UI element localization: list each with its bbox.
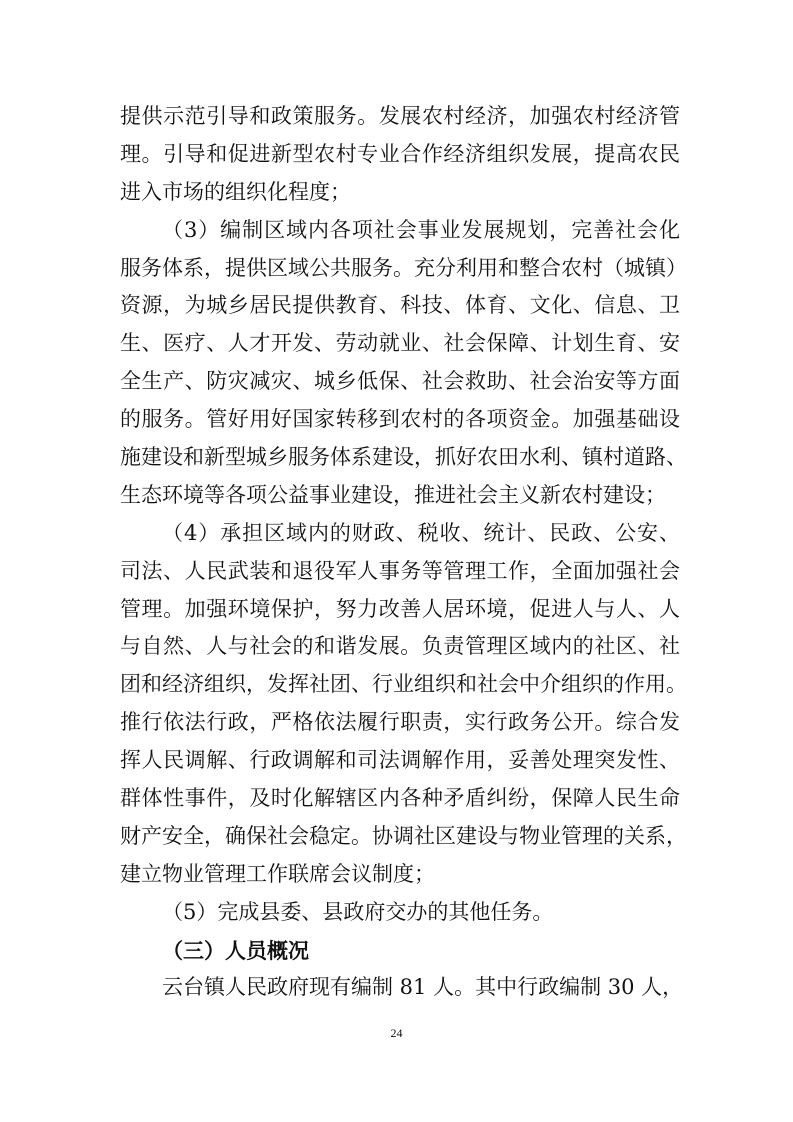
text-line: 理。引导和促进新型农村专业合作经济组织发展，提高农民 [120,141,680,166]
paragraph-item-3 [120,212,687,515]
text-line: （3）编制区域内各项社会事业发展规划，完善社会化 [162,217,680,242]
text-line: 生、医疗、人才开发、劳动就业、社会保障、计划生育、安 [120,331,680,356]
text-line: 司法、人民武装和退役军人事务等管理工作，全面加强社会 [120,558,680,583]
page-number: 24 [390,1026,403,1040]
text-line: 生态环境等各项公益事业建设，推进社会主义新农村建设； [120,482,666,507]
text-line: 管理。加强环境保护，努力改善人居环境，促进人与人、人 [120,596,680,621]
paragraph-item-5 [120,894,680,932]
text-line: （5）完成县委、县政府交办的其他任务。 [162,899,554,924]
text-line: 施建设和新型城乡服务体系建设，抓好农田水利、镇村道路、 [120,445,687,470]
text-line: 建立物业管理工作联席会议制度； [120,861,435,886]
text-line: 全生产、防灾减灾、城乡低保、社会救助、社会治安等方面 [120,369,680,394]
text-line: 群体性事件，及时化解辖区内各种矛盾纠纷，保障人民生命 [120,786,680,811]
text-line: 进入市场的组织化程度； [120,179,351,204]
text-line: 提供示范引导和政策服务。发展农村经济，加强农村经济管 [120,104,680,128]
body-text [120,98,687,1007]
paragraph-item-4 [120,515,687,894]
text-line: 与自然、人与社会的和谐发展。负责管理区域内的社区、社 [120,634,680,659]
paragraph-staffing [120,969,684,1007]
text-line: 服务体系，提供区域公共服务。充分利用和整合农村（城镇） [120,255,687,280]
text-line: 团和经济组织，发挥社团、行业组织和社会中介组织的作用。 [120,672,687,697]
text-line: 挥人民调解、行政调解和司法调解作用，妥善处理突发性、 [120,748,680,773]
text-line: 财产安全，确保社会稳定。协调社区建设与物业管理的关系， [120,823,687,848]
text-line: 云台镇人民政府现有编制 81 人。其中行政编制 30 人， [162,975,684,1000]
text-line: 推行依法行政，严格依法履行职责，实行政务公开。综合发 [120,710,680,735]
paragraph-1 [120,98,680,212]
section-heading: （三）人员概况 [162,937,309,963]
text-line: （4）承担区域内的财政、税收、统计、民政、公安、 [162,520,680,545]
text-line: 的服务。管好用好国家转移到农村的各项资金。加强基础设 [120,407,680,432]
text-line: 资源，为城乡居民提供教育、科技、体育、文化、信息、卫 [120,293,680,318]
